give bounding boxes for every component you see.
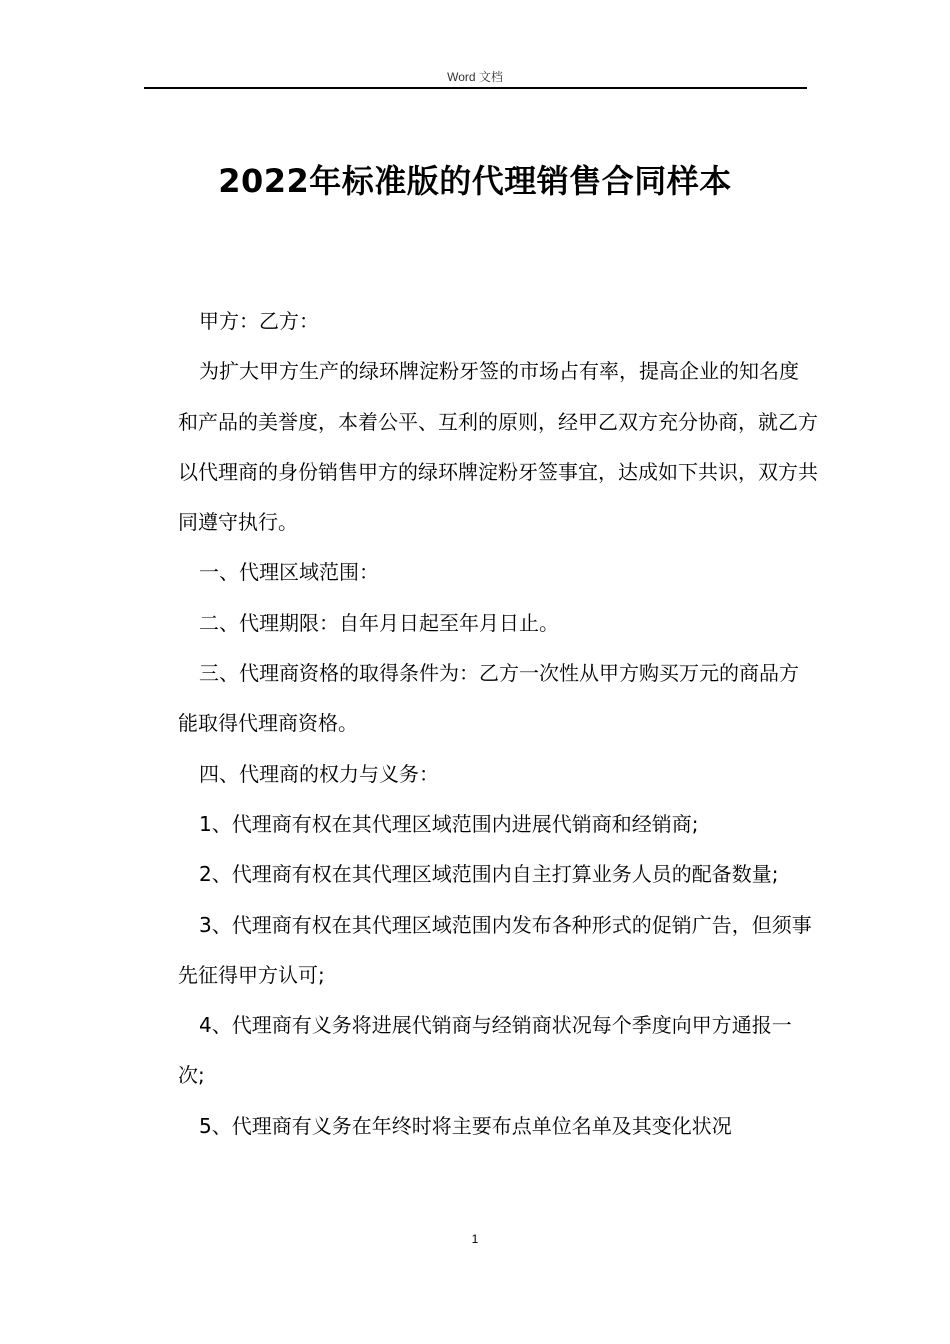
paragraph-item-5: 5、代理商有义务在年终时将主要布点单位名单及其变化状况 xyxy=(199,1113,732,1138)
paragraph-item-2: 2、代理商有权在其代理区域范围内自主打算业务人员的配备数量; xyxy=(199,862,779,887)
paragraph-clause-3: 三、代理商资格的取得条件为：乙方一次性从甲方购买万元的商品方能取得代理商资格。 xyxy=(178,661,799,736)
paragraph-item-1: 1、代理商有权在其代理区域范围内进展代销商和经销商; xyxy=(199,811,699,836)
page-header: Word 文档 xyxy=(447,70,503,84)
document-title: 2022年标准版的代理销售合同样本 xyxy=(218,162,732,200)
paragraph-preamble: 为扩大甲方生产的绿环牌淀粉牙签的市场占有率，提高企业的知名度和产品的美誉度，本着公平、互利的原则，经甲乙双方充分协商，就乙方以代理商的身份销售甲方的绿环牌淀粉牙签事宜，达成如下共识，双方共同遵守执行。 xyxy=(178,359,818,535)
document-body xyxy=(178,296,818,1151)
paragraph-clause-4: 四、代理商的权力与义务： xyxy=(199,761,439,786)
paragraph-item-3: 3、代理商有权在其代理区域范围内发布各种形式的促销广告，但须事先征得甲方认可; xyxy=(178,912,812,987)
paragraph-item-4: 4、代理商有义务将进展代销商与经销商状况每个季度向甲方通报一次; xyxy=(178,1013,792,1088)
paragraph-clause-2: 二、代理期限：自年月日起至年月日止。 xyxy=(199,610,559,635)
page-number: 1 xyxy=(471,1232,479,1246)
paragraph-clause-1: 一、代理区域范围： xyxy=(199,560,379,585)
paragraph-parties: 甲方：乙方： xyxy=(199,309,319,333)
header-divider xyxy=(144,87,807,89)
